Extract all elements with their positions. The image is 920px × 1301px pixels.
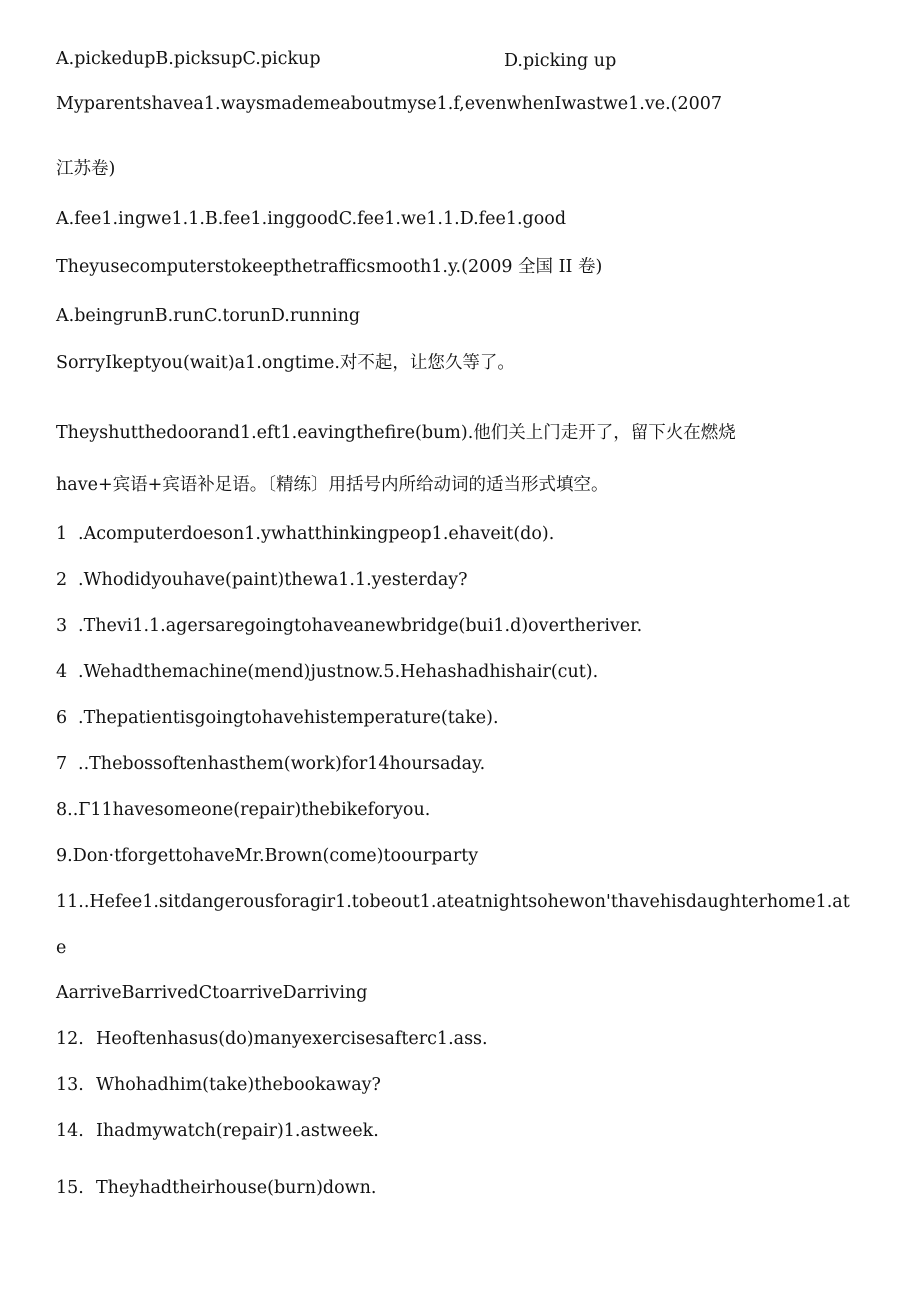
exercise-item-wrap: e: [56, 938, 67, 958]
item-number: 13.: [56, 1075, 84, 1095]
item-text: ..Thebossoftenhasthem(work)for14hoursaday.: [78, 754, 486, 774]
item-number: 12.: [56, 1029, 84, 1049]
exercise-item: 8..Γ11havesomeone(repair)thebikeforyou.: [56, 800, 431, 820]
exercise-item: [56, 753, 485, 775]
item-text: .Whodidyouhave(paint)thewa1.1.yesterday?: [78, 570, 468, 590]
answer-option-d: D.picking up: [504, 51, 617, 71]
example-sentence: SorryIkeptyou(wait)a1.ongtime.对不起，让您久等了。: [56, 353, 515, 373]
item-number: 4: [56, 662, 68, 682]
exercise-item: [56, 1028, 488, 1050]
question-sentence: Myparentshavea1.waysmademeaboutmyse1.f,evenwhenIwastwe1.ve.(2007: [56, 94, 723, 114]
item-number: 3: [56, 616, 68, 636]
item-number: 1: [56, 524, 68, 544]
item-text: .Thevi1.1.agersaregoingtohaveanewbridge(bui1.d)overtheriver.: [78, 616, 643, 636]
exercise-item: [56, 523, 554, 545]
item-number: 14.: [56, 1121, 84, 1141]
exercise-item: [56, 1177, 376, 1199]
item-number: 15.: [56, 1178, 84, 1198]
answer-options: AarriveBarrivedCtoarriveDarriving: [56, 983, 368, 1003]
item-number: 6: [56, 708, 68, 728]
item-text: .Wehadthemachine(mend)justnow.5.Hehashadhishair(cut).: [78, 662, 599, 682]
answer-options: A.pickedupB.picksupC.pickup: [56, 49, 321, 69]
question-source: 江苏卷): [56, 159, 116, 179]
item-number: 7: [56, 754, 68, 774]
item-text: .Acomputerdoeson1.ywhatthinkingpeop1.ehaveit(do).: [78, 524, 555, 544]
item-text: Theyhadtheirhouse(burn)down.: [96, 1178, 377, 1198]
exercise-item: 11..Hefee1.sitdangerousforagir1.tobeout1.ateatnightsohewon'thavehisdaughterhome1.at: [56, 892, 850, 912]
answer-options: A.fee1.ingwe1.1.B.fee1.inggoodC.fee1.we1.1.D.fee1.good: [56, 209, 567, 229]
item-text: Heoftenhasus(do)manyexercisesafterc1.ass.: [96, 1029, 488, 1049]
exercise-item: [56, 707, 499, 729]
question-sentence: Theyusecomputerstokeepthetrafficsmooth1.y.(2009 全国 II 卷): [56, 257, 603, 277]
item-number: 2: [56, 570, 68, 590]
example-sentence: Theyshutthedoorand1.eft1.eavingthefire(bum).他们关上门走开了，留下火在燃烧: [56, 423, 736, 443]
exercise-item: [56, 661, 598, 683]
exercise-item: [56, 569, 468, 591]
exercise-item: [56, 1074, 381, 1096]
item-text: .Thepatientisgoingtohavehistemperature(take).: [78, 708, 499, 728]
answer-options: A.beingrunB.runC.torunD.running: [56, 306, 361, 326]
item-text: Whohadhim(take)thebookaway?: [96, 1075, 381, 1095]
item-text: Ihadmywatch(repair)1.astweek.: [96, 1121, 379, 1141]
exercise-item: [56, 615, 642, 637]
exercise-item: 9.Don·tforgettohaveMr.Brown(come)toourparty: [56, 846, 479, 866]
section-heading: have+宾语+宾语补足语。〔精练〕用括号内所给动词的适当形式填空。: [56, 475, 609, 495]
exercise-item: [56, 1120, 379, 1142]
